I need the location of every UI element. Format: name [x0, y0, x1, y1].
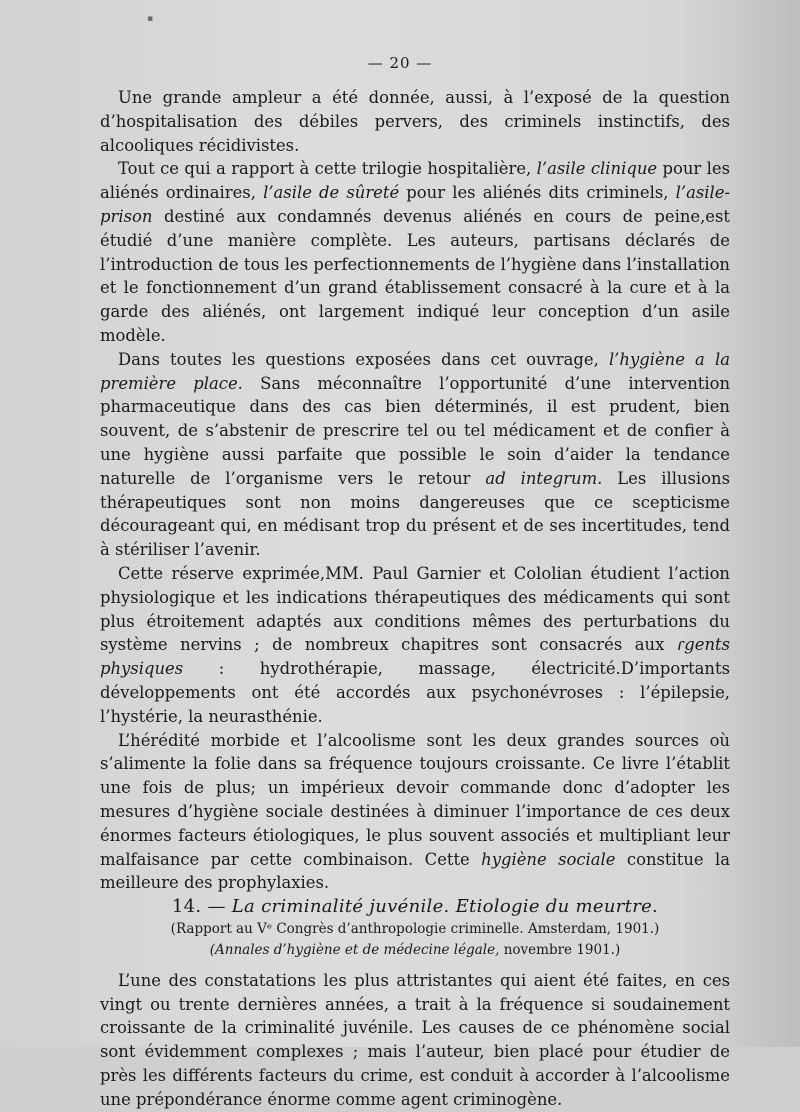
paragraph-list	[100, 86, 730, 895]
italic-run: ɾgents physiques	[100, 635, 730, 679]
italic-run: l’asile-prison	[100, 183, 730, 226]
section-heading	[100, 895, 730, 919]
body-paragraph	[100, 86, 730, 157]
scan-speck: ▪	[147, 14, 154, 24]
italic-run: l’hygiène a la première place.	[100, 349, 730, 393]
text-run: Une grande ampleur a été donnée, aussi, à l’exposé de la question d’hospitalisation des débiles pervers, des criminels instinctifs, des alcooliques récidivistes.	[100, 88, 730, 155]
text-run: Tout ce qui a rapport à cette trilogie hospitalière,	[118, 159, 537, 179]
italic-run: l’asile clinique	[536, 159, 658, 179]
text-run: Sans méconnaître l’opportunité d’une intervention pharmaceutique dans des cas bien déterminés, il est prudent, bien souvent, de s’abstenir de prescrire tel ou tel médicament et de confier à une hygiène aussi parfaite que possible le soin d’aider la tendance naturelle de l’organisme vers le retour	[100, 373, 731, 488]
final-paragraph: L’une des constatations les plus attristantes qui aient été faites, en ces vingt ou trente dernières années, a trait à la fréquence si soudainement croissante de la criminalité juvénile. Les causes de ce phénomène social sont évidemment complexes ; mais l’auteur, bien placé pour étudier de près les différents facteurs du crime, est conduit à accorder à l’alcoolisme une prépondérance énorme comme agent criminogène.	[100, 970, 730, 1109]
document-body	[100, 86, 730, 1112]
body-paragraph	[100, 729, 730, 896]
text-run: destiné aux condamnés devenus aliénés en cours de peine,est étudié d’une manière complète. Les auteurs, partisans déclarés de l’introduction de tous les perfectionnements de l’hygiène dans l’installation et le fonctionnement d’un grand établissement consacré à la cure et à la garde des aliénés, ont largement indiqué leur conception d’un asile modèle.	[100, 206, 730, 345]
section-number: 14.	[171, 896, 202, 918]
text-run: L’hérédité morbide et l’alcoolisme sont les deux grandes sources où s’alimente la folie dans sa fréquence toujours croissante. Ce livre l’établit une fois de plus; un impérieux devoir commande donc d’adopter les mesures d’hygiène sociale destinées à diminuer l’importance de ces deux énormes facteurs étiologiques, le plus souvent associés et multipliant leur malfaisance par cette combinaison. Cette	[100, 730, 730, 869]
text-run: pour les aliénés dits criminels,	[399, 183, 676, 203]
text-run: Les illusions thérapeutiques sont non moins dangereuses que ce scepticisme décourageant qui, en médisant trop du présent et de ses incertitudes, tend à stériliser l’avenir.	[100, 468, 731, 560]
body-paragraph	[100, 562, 730, 729]
body-paragraph	[100, 348, 730, 562]
italic-run: ad integrum.	[485, 468, 603, 488]
italic-run: l’asile de sûreté	[263, 183, 400, 203]
italic-run: hygiène sociale	[481, 849, 616, 869]
text-run: pour les aliénés ordinaires,	[100, 159, 730, 203]
section-reference-journal: (Annales d’hygiène et de médecine légale,	[209, 941, 500, 958]
text-run: Dans toutes les questions exposées dans cet ouvrage,	[118, 349, 609, 369]
text-run: constitue la meilleure des prophylaxies.	[100, 849, 731, 893]
text-run: : hydrothérapie, massage, électricité.D’importants développements ont été accordés aux psychonévroses : l’épilepsie, l’hystérie, la neurasthénie.	[100, 659, 730, 726]
section-reference-line-2	[100, 940, 730, 961]
page-number: — 20 —	[367, 54, 433, 72]
section-reference-line-1: (Rapport au Vᵉ Congrès d’anthropologie criminelle. Amsterdam, 1901.)	[170, 920, 660, 937]
body-paragraph	[100, 157, 730, 347]
section-title: — La criminalité juvénile. Etiologie du meurtre.	[201, 896, 659, 918]
section-reference-date: novembre 1901.)	[499, 941, 621, 958]
text-run: Cette réserve exprimée,MM. Paul Garnier et Cololian étudient l’action physiologique et les indications thérapeutiques des médicaments qui sont plus étroitement adaptés aux conditions mêmes des perturbations du système nervins ; de nombreux chapitres sont consacrés aux	[100, 563, 730, 655]
